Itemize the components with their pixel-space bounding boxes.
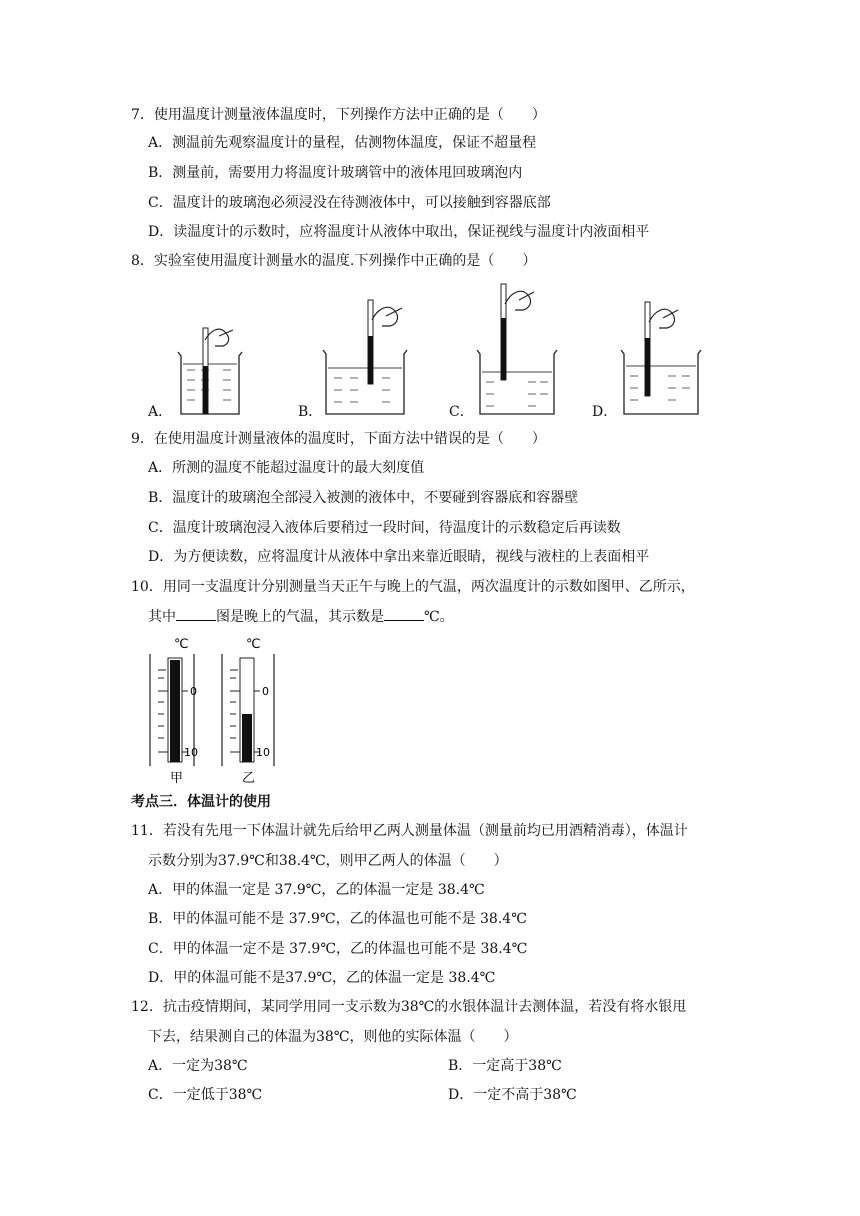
thermo-right-unit: ℃ <box>246 637 261 652</box>
beaker-figure-b <box>320 296 410 418</box>
q10-blank-1 <box>176 606 216 621</box>
q10-line1: 10．用同一支温度计分别测量当天正午与晚上的气温，两次温度计的示数如图甲、乙所示， <box>131 579 695 595</box>
q9-option-a: A．所测的温度不能超过温度计的最大刻度值 <box>148 460 425 476</box>
q11-option-c: C．甲的体温一定不是 37.9℃，乙的体温也可能不是 38.4℃ <box>148 941 528 957</box>
beaker-figure-d <box>618 300 704 418</box>
q12-option-b: B．一定高于38℃ <box>448 1058 562 1074</box>
q9-stem: 9．在使用温度计测量液体的温度时，下面方法中错误的是（ ） <box>131 431 546 447</box>
q10-text-a: 其中 <box>148 609 176 625</box>
q10-blank-2 <box>384 606 424 621</box>
q12-option-c: C．一定低于38℃ <box>148 1087 263 1103</box>
q8-label-b: B． <box>298 404 323 420</box>
thermometer-figure <box>144 634 284 786</box>
q12-stem-line1: 12．抗击疫情期间，某同学用同一支示数为38℃的水银体温计去测体温，若没有将水银甩 <box>131 999 687 1015</box>
q8-label-a: A． <box>148 404 173 420</box>
beaker-figure-a <box>175 322 245 418</box>
q8-stem: 8．实验室使用温度计测量水的温度.下列操作中正确的是（ ） <box>131 253 537 269</box>
q12-stem-line2: 下去，结果测自己的体温为38℃，则他的实际体温（ ） <box>148 1029 518 1045</box>
thermo-left-ten: 10 <box>184 746 198 759</box>
q7-stem: 7．使用温度计测量液体温度时，下列操作方法中正确的是（ ） <box>131 107 546 123</box>
q7-option-d: D．读温度计的示数时，应将温度计从液体中取出，保证视线与温度计内液面相平 <box>148 224 650 240</box>
q7-option-a: A．测温前先观察温度计的量程，估测物体温度，保证不超量程 <box>148 135 537 151</box>
thermo-right-ten: 10 <box>256 746 270 759</box>
beaker-figure-c <box>474 282 560 418</box>
q11-option-b: B．甲的体温可能不是 37.9℃，乙的体温也可能不是 38.4℃ <box>148 911 527 927</box>
q9-option-d: D．为方便读数，应将温度计从液体中拿出来靠近眼睛，视线与液柱的上表面相平 <box>148 549 650 565</box>
q8-label-c: C． <box>449 404 474 420</box>
q10-line2 <box>148 606 454 627</box>
q11-option-d: D．甲的体温可能不是37.9℃，乙的体温一定是 38.4℃ <box>148 970 496 986</box>
q9-option-c: C．温度计玻璃泡浸入液体后要稍过一段时间，待温度计的示数稳定后再读数 <box>148 520 621 536</box>
q11-stem-line1: 11．若没有先甩一下体温计就先后给甲乙两人测量体温（测量前均已用酒精消毒），体温计 <box>131 823 688 839</box>
q12-option-d: D．一定不高于38℃ <box>448 1087 577 1103</box>
q7-option-c: C．温度计的玻璃泡必须浸没在待测液体中，可以接触到容器底部 <box>148 195 551 211</box>
q10-text-c: ℃。 <box>424 609 454 625</box>
q8-label-d: D． <box>592 404 618 420</box>
q11-option-a: A．甲的体温一定是 37.9℃，乙的体温一定是 38.4℃ <box>148 882 485 898</box>
section-heading: 考点三．体温计的使用 <box>131 794 271 810</box>
thermo-right-label: 乙 <box>242 771 256 786</box>
q7-option-b: B．测量前，需要用力将温度计玻璃管中的液体甩回玻璃泡内 <box>148 165 523 181</box>
q11-stem-line2: 示数分别为37.9℃和38.4℃，则甲乙两人的体温（ ） <box>148 853 508 869</box>
thermo-left-zero: 0 <box>190 685 197 698</box>
thermo-right-zero: 0 <box>262 685 269 698</box>
thermo-left-unit: ℃ <box>174 637 189 652</box>
q9-option-b: B．温度计的玻璃泡全部浸入被测的液体中，不要碰到容器底和容器壁 <box>148 490 579 506</box>
thermo-left-label: 甲 <box>170 771 184 786</box>
q12-option-a: A．一定为38℃ <box>148 1058 248 1074</box>
q10-text-b: 图是晚上的气温，其示数是 <box>216 609 384 625</box>
